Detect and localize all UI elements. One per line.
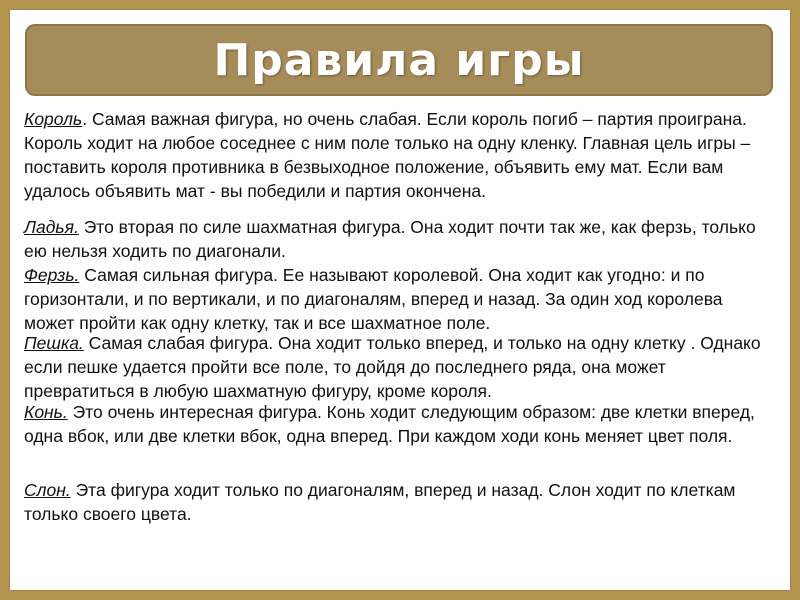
slide [10, 10, 790, 590]
description-queen: Самая сильная фигура. Ее называют королевой. Она ходит как угодно: и по горизонтали, и по вертикали, и по диагоналям, вперед и назад. За один ход королева может пройти как одну клетку, так и все шахматное поле. [24, 265, 723, 333]
title-banner [25, 24, 773, 96]
description-king: Самая важная фигура, но очень слабая. Если король погиб – партия проиграна. Король ходит на любое соседнее с ним поле только на одну кленку. Главная цель игры – поставить короля противника в безвыходное положение, объявить ему мат. Если вам удалось объявить мат - вы победили и партия окончена. [24, 109, 751, 201]
paragraph-rook [24, 215, 769, 263]
paragraph-pawn [24, 331, 769, 403]
description-pawn: Самая слабая фигура. Она ходит только вперед, и только на одну клетку . Однако если пешке удается пройти все поле, то дойдя до последнего ряда, она может превратиться в любую шахматную фигуру, кроме короля. [24, 333, 761, 401]
term-pawn: Пешка. [24, 333, 84, 353]
term-queen: Ферзь. [24, 265, 80, 285]
page-title: Правила игры [213, 34, 585, 86]
term-bishop: Слон. [24, 480, 71, 500]
description-bishop: Эта фигура ходит только по диагоналям, вперед и назад. Слон ходит по клеткам только своего цвета. [24, 480, 736, 524]
paragraph-knight [24, 400, 769, 448]
term-king: Король [24, 109, 83, 129]
description-rook: Это вторая по силе шахматная фигура. Она ходит почти так же, как ферзь, только ею нельзя ходить по диагонали. [24, 217, 756, 261]
paragraph-king [24, 107, 769, 203]
paragraph-bishop [24, 478, 769, 526]
description-knight: Это очень интересная фигура. Конь ходит следующим образом: две клетки вперед, одна вбок, или две клетки вбок, одна вперед. При каждом ходи конь меняет цвет поля. [24, 402, 755, 446]
term-rook: Ладья. [24, 217, 79, 237]
paragraph-queen [24, 263, 769, 335]
term-knight: Конь. [24, 402, 68, 422]
term-separator: . [82, 109, 88, 129]
